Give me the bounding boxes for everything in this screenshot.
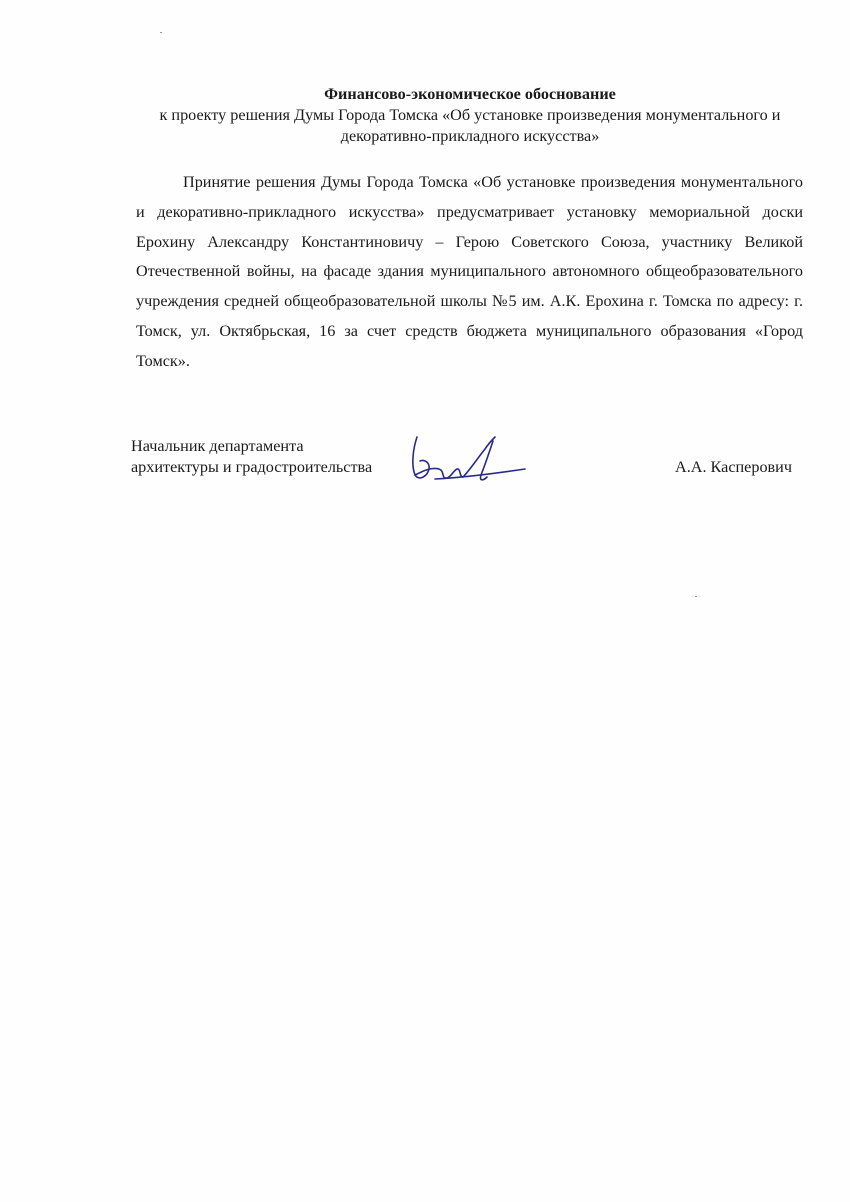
document-header bbox=[120, 84, 820, 147]
scan-speck bbox=[160, 32, 162, 33]
signer-name: А.А. Касперович bbox=[675, 458, 792, 476]
body-paragraph: Принятие решения Думы Города Томска «Об установке произведения монументального и декоративно-прикладного искусства» предусматривает установку мемориальной доски Ерохину Александру Константиновичу – Герою Советского Союза, участнику Великой Отечественной войны, на фасаде здания муниципального автономного общеобразовательного учреждения средней общеобразовательной школы №5 им. А.К. Ерохина г. Томска по адресу: г. Томск, ул. Октябрьская, 16 за счет средств бюджета муниципального образования «Город Томск». bbox=[136, 173, 803, 370]
handwritten-signature bbox=[405, 431, 531, 489]
document-title: Финансово-экономическое обоснование bbox=[324, 85, 616, 103]
document-subtitle-line-1: к проекту решения Думы Города Томска «Об установке произведения монументального и bbox=[159, 106, 781, 124]
scan-speck bbox=[695, 596, 697, 597]
signer-position-line-2: архитектуры и градостроительства bbox=[131, 458, 373, 476]
signature-block bbox=[131, 436, 811, 496]
document-subtitle-line-2: декоративно-прикладного искусства» bbox=[340, 127, 600, 145]
signer-position-line-1: Начальник департамента bbox=[131, 437, 304, 455]
